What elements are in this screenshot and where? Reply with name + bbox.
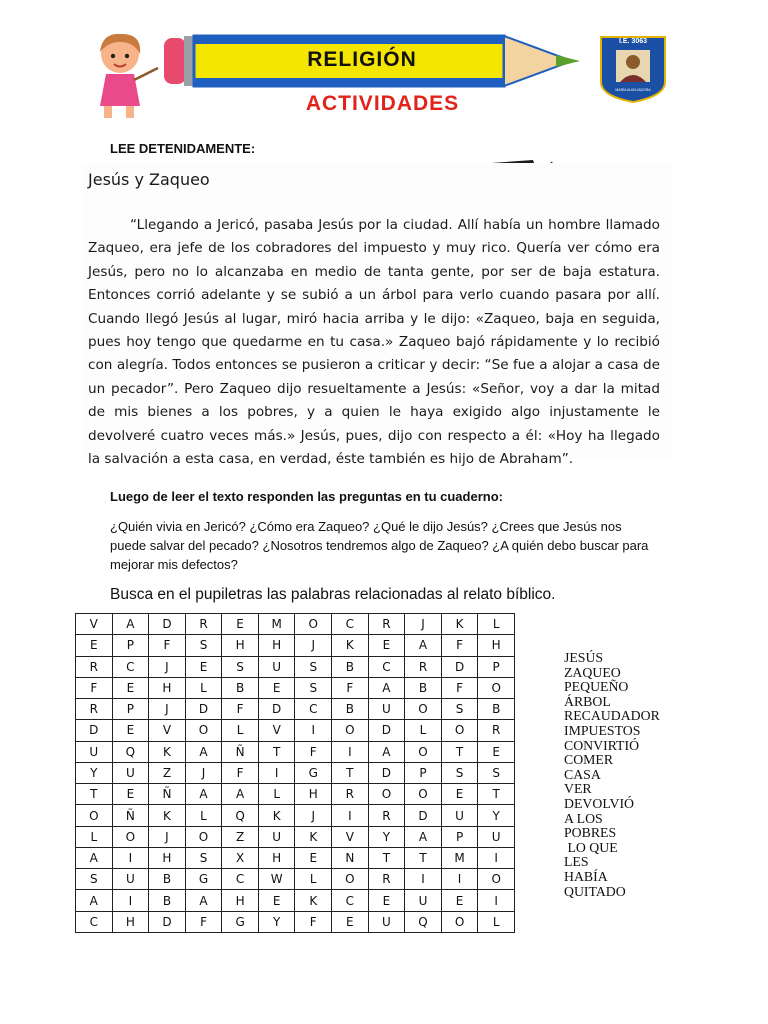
grid-row [76,890,515,911]
word-list-item: COMER [564,752,614,768]
grid-cell: F [441,677,478,698]
grid-cell: J [295,805,332,826]
grid-cell: L [295,869,332,890]
grid-cell: H [222,890,259,911]
grid-cell: H [149,847,186,868]
grid-cell: F [149,635,186,656]
word-list-item: CONVIRTIÓ [564,737,640,753]
grid-cell: T [441,741,478,762]
grid-cell: K [258,805,295,826]
grid-cell: A [222,784,259,805]
grid-cell: D [76,720,113,741]
grid-cell: D [185,699,222,720]
word-list-item: HABÍA [564,868,608,884]
grid-cell: B [405,677,442,698]
grid-cell: O [368,784,405,805]
grid-cell: D [405,805,442,826]
grid-cell: J [149,699,186,720]
grid-cell: U [258,656,295,677]
grid-cell: F [441,635,478,656]
grid-row [76,741,515,762]
grid-cell: F [295,911,332,932]
grid-cell: O [112,826,149,847]
grid-cell: C [112,656,149,677]
grid-cell: Y [76,762,113,783]
grid-cell: G [295,762,332,783]
subject-title: RELIGIÓN [307,48,417,71]
grid-cell: O [441,720,478,741]
grid-cell: H [149,677,186,698]
grid-cell: I [112,890,149,911]
grid-cell: Y [478,805,515,826]
grid-cell: R [405,656,442,677]
grid-cell: Y [368,826,405,847]
grid-cell: B [149,869,186,890]
grid-cell: M [441,847,478,868]
grid-cell: E [368,890,405,911]
wordsearch-grid [75,613,515,933]
grid-cell: F [222,699,259,720]
grid-cell: B [332,699,369,720]
grid-cell: C [332,614,369,635]
grid-cell: P [112,635,149,656]
grid-cell: I [295,720,332,741]
grid-cell: J [185,762,222,783]
grid-cell: T [76,784,113,805]
grid-cell: O [76,805,113,826]
grid-cell: G [185,869,222,890]
grid-cell: D [441,656,478,677]
grid-cell: Y [258,911,295,932]
grid-cell: I [332,805,369,826]
grid-cell: U [405,890,442,911]
teacher-girl-illustration [90,28,162,120]
grid-cell: H [478,635,515,656]
grid-cell: E [112,784,149,805]
grid-cell: E [368,635,405,656]
word-list-item: ÁRBOL [564,693,611,709]
reading-instruction: LEE DETENIDAMENTE: [110,141,256,156]
grid-cell: A [185,784,222,805]
grid-row [76,677,515,698]
grid-cell: V [258,720,295,741]
grid-cell: E [112,677,149,698]
grid-cell: S [185,635,222,656]
grid-cell: L [258,784,295,805]
grid-cell: C [368,656,405,677]
grid-cell: O [405,741,442,762]
grid-cell: B [332,656,369,677]
grid-cell: C [332,890,369,911]
grid-cell: L [76,826,113,847]
grid-row [76,762,515,783]
grid-cell: L [478,614,515,635]
grid-cell: S [478,762,515,783]
questions-intro: Luego de leer el texto responden las preguntas en tu cuaderno: [110,489,503,504]
grid-row [76,911,515,932]
grid-cell: A [76,847,113,868]
word-list [564,651,660,899]
grid-row [76,635,515,656]
grid-cell: D [149,911,186,932]
grid-row [76,614,515,635]
grid-cell: U [258,826,295,847]
grid-cell: K [149,741,186,762]
grid-cell: K [295,826,332,847]
grid-cell: E [441,784,478,805]
grid-cell: T [405,847,442,868]
grid-cell: Ñ [149,784,186,805]
grid-cell: O [295,614,332,635]
word-list-item: PEQUEÑO [564,679,629,695]
grid-cell: S [441,762,478,783]
grid-cell: P [478,656,515,677]
grid-cell: K [295,890,332,911]
grid-cell: C [222,869,259,890]
grid-cell: C [76,911,113,932]
grid-cell: P [441,826,478,847]
grid-cell: U [112,762,149,783]
grid-cell: L [185,677,222,698]
grid-cell: S [76,869,113,890]
grid-cell: L [478,911,515,932]
grid-cell: X [222,847,259,868]
grid-cell: U [368,699,405,720]
grid-cell: L [222,720,259,741]
word-list-item: DEVOLVIÓ [564,795,635,811]
grid-cell: S [185,847,222,868]
grid-cell: I [258,762,295,783]
grid-cell: E [258,677,295,698]
grid-cell: H [295,784,332,805]
grid-cell: D [149,614,186,635]
grid-row [76,656,515,677]
grid-cell: E [112,720,149,741]
grid-cell: M [258,614,295,635]
grid-cell: F [222,762,259,783]
grid-cell: I [332,741,369,762]
grid-cell: A [405,826,442,847]
grid-cell: D [368,720,405,741]
grid-cell: O [478,869,515,890]
grid-cell: E [185,656,222,677]
wordsearch-title: Busca en el pupiletras las palabras relacionadas al relato bíblico. [110,586,556,603]
grid-cell: U [368,911,405,932]
badge-code: I.E. 3063 [618,38,648,45]
story-text: “Llegando a Jericó, pasaba Jesús por la ciudad. Allí había un hombre llamado Zaqueo, era jefe de los cobradores del impuesto y muy rico. Quería ver cómo era Jesús, pero no lo alcanzaba en medio de tanta gente, por ser de baja estatura. Entonces corrió adelante y se subió a un árbol para verlo cuando pasara por allí. Cuando llegó Jesús al lugar, miró hacia arriba y le dijo: «Zaqueo, baja en seguida, pues hoy tengo que quedarme en tu casa.» Zaqueo bajó rápidamente y lo recibió con alegría. Todos entonces se pusieron a criticar y decir: “Se fue a alojar a casa de un pecador”. Pero Zaqueo dijo resueltamente a Jesús: «Señor, voy a dar la mitad de mis bienes a los pobres, y a quien le haya exigido algo injustamente le devolveré cuatro veces más.» Jesús, pues, dijo con respecto a él: «Hoy ha llegado la salvación a esta casa, en verdad, éste también es hijo de Abraham”. [88,217,660,468]
grid-cell: A [185,741,222,762]
grid-cell: S [441,699,478,720]
grid-cell: O [185,720,222,741]
grid-cell: F [185,911,222,932]
grid-cell: Q [405,911,442,932]
grid-cell: Ñ [222,741,259,762]
grid-cell: S [295,656,332,677]
grid-cell: T [368,847,405,868]
grid-cell: O [405,699,442,720]
grid-cell: G [222,911,259,932]
badge-school-name: MARÍA AUXILIADORA [615,88,651,92]
grid-cell: T [332,762,369,783]
grid-cell: Q [222,805,259,826]
word-list-item: ZAQUEO [564,664,621,680]
grid-cell: I [478,847,515,868]
word-list-item: JESÚS [564,650,604,665]
grid-cell: B [149,890,186,911]
grid-cell: A [112,614,149,635]
grid-cell: T [258,741,295,762]
grid-cell: U [478,826,515,847]
grid-row [76,699,515,720]
grid-cell: E [222,614,259,635]
grid-cell: E [332,911,369,932]
grid-row [76,847,515,868]
grid-cell: R [185,614,222,635]
grid-cell: I [112,847,149,868]
grid-cell: T [478,784,515,805]
grid-cell: P [405,762,442,783]
grid-cell: E [76,635,113,656]
grid-cell: H [258,847,295,868]
grid-cell: J [149,826,186,847]
word-list-item: VER [564,781,592,797]
grid-row [76,826,515,847]
grid-cell: S [295,677,332,698]
grid-cell: V [149,720,186,741]
grid-cell: P [112,699,149,720]
grid-cell: E [295,847,332,868]
grid-cell: K [149,805,186,826]
grid-cell: R [368,869,405,890]
word-list-item: RECAUDADOR [564,708,660,724]
grid-cell: I [405,869,442,890]
grid-cell: A [368,741,405,762]
grid-cell: J [295,635,332,656]
grid-cell: H [112,911,149,932]
grid-row [76,720,515,741]
grid-cell: B [222,677,259,698]
grid-cell: H [222,635,259,656]
grid-cell: V [332,826,369,847]
grid-cell: F [295,741,332,762]
grid-cell: J [405,614,442,635]
grid-cell: Ñ [112,805,149,826]
grid-cell: E [478,741,515,762]
word-list-item: QUITADO [564,883,626,899]
word-list-item: LES [564,854,589,870]
grid-cell: F [332,677,369,698]
grid-cell: D [258,699,295,720]
grid-row [76,784,515,805]
word-list-item: A LOS [564,810,603,826]
grid-cell: I [478,890,515,911]
questions-text: ¿Quién vivia en Jericó? ¿Cómo era Zaqueo? ¿Qué le dijo Jesús? ¿Crees que Jesús nos puede salvar del pecado? ¿Nosotros tendremos algo de Zaqueo? ¿A quién debo buscar para mejorar mis defectos? [110,519,649,572]
grid-cell: A [405,635,442,656]
grid-cell: S [222,656,259,677]
grid-cell: F [76,677,113,698]
word-list-item: LO QUE [564,839,618,855]
grid-cell: A [76,890,113,911]
grid-cell: O [185,826,222,847]
grid-cell: U [112,869,149,890]
grid-cell: C [295,699,332,720]
grid-cell: K [332,635,369,656]
grid-cell: Z [149,762,186,783]
grid-cell: V [76,614,113,635]
grid-row [76,805,515,826]
grid-cell: E [441,890,478,911]
grid-cell: O [332,869,369,890]
grid-cell: E [258,890,295,911]
grid-cell: R [332,784,369,805]
grid-cell: L [185,805,222,826]
grid-row [76,869,515,890]
grid-cell: U [441,805,478,826]
grid-cell: D [368,762,405,783]
grid-cell: Z [222,826,259,847]
word-list-item: IMPUESTOS [564,722,641,738]
activities-title: ACTIVIDADES [305,92,460,115]
grid-cell: O [441,911,478,932]
grid-cell: R [368,805,405,826]
grid-cell: O [405,784,442,805]
grid-cell: R [368,614,405,635]
grid-cell: K [441,614,478,635]
grid-cell: R [478,720,515,741]
grid-cell: J [149,656,186,677]
grid-cell: W [258,869,295,890]
grid-cell: L [405,720,442,741]
grid-cell: Q [112,741,149,762]
grid-cell: O [478,677,515,698]
grid-cell: N [332,847,369,868]
word-list-item: POBRES [564,825,617,841]
grid-cell: U [76,741,113,762]
grid-cell: A [368,677,405,698]
story-title: Jesús y Zaqueo [88,170,210,189]
grid-cell: H [258,635,295,656]
grid-cell: R [76,699,113,720]
grid-cell: B [478,699,515,720]
grid-cell: I [441,869,478,890]
grid-cell: R [76,656,113,677]
grid-cell: A [185,890,222,911]
word-list-item: CASA [564,766,601,782]
grid-cell: O [332,720,369,741]
